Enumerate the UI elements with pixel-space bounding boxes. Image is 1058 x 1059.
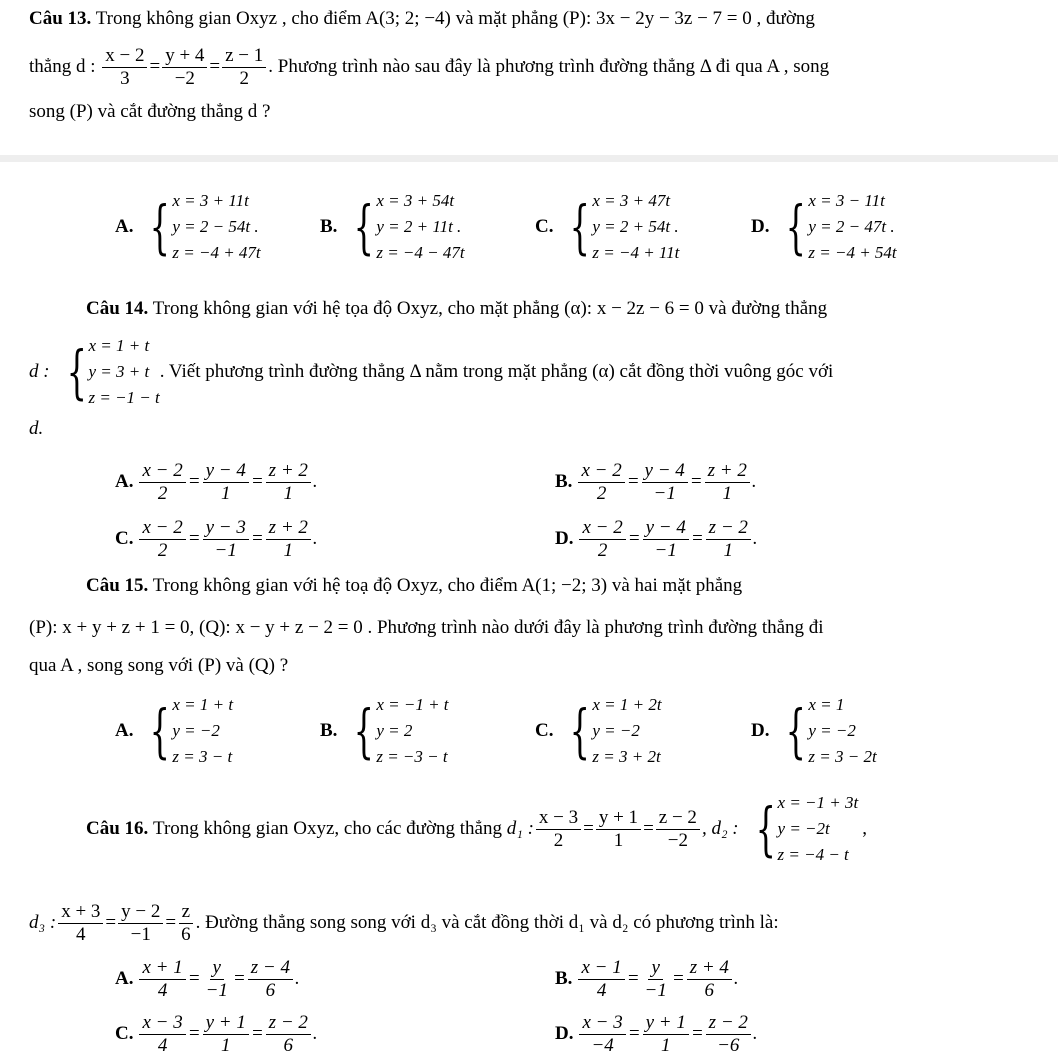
fraction: [203, 518, 249, 561]
frac-num: x − 2: [102, 46, 147, 68]
fraction: [706, 1013, 751, 1056]
equation-system: [133, 188, 260, 266]
frac-num: z + 2: [705, 461, 750, 483]
q16-line1: [86, 790, 867, 868]
frac-num: x − 2: [579, 518, 625, 540]
fraction: [687, 958, 732, 1001]
fraction: [266, 461, 311, 504]
frac-den: 1: [283, 482, 294, 504]
frac-num: z + 2: [266, 461, 311, 483]
brace: {: [354, 193, 375, 261]
fraction: [139, 1013, 185, 1056]
brace: {: [570, 697, 591, 765]
system-row: y = 2 − 47t .: [808, 217, 895, 236]
system-row: z = −4 − 47t: [376, 243, 465, 262]
equals-sign: =: [627, 528, 641, 550]
frac-num: x − 3: [536, 808, 581, 830]
option-label: A.: [115, 216, 134, 237]
frac-den: 6: [181, 923, 191, 945]
fraction: [706, 518, 751, 561]
frac-den: 6: [283, 1034, 294, 1056]
system-row: x = 3 − 11t: [808, 191, 885, 210]
equals-sign: =: [187, 528, 201, 550]
system-row: z = −4 + 54t: [808, 243, 897, 262]
system-row: z = −3 − t: [376, 747, 448, 766]
option-label: C.: [535, 720, 554, 741]
period: .: [733, 968, 739, 990]
frac-num: x − 3: [139, 1013, 185, 1035]
system-row: x = 1 + t: [88, 336, 150, 355]
q16-d1-label: d₁ :: [506, 818, 534, 839]
system-row: y = 2 + 54t .: [592, 217, 679, 236]
system-row: x = 1: [808, 695, 845, 714]
equation-system: [133, 692, 233, 770]
frac-num: x − 2: [139, 461, 185, 483]
option-d[interactable]: [751, 188, 897, 266]
option-label: D.: [555, 1023, 574, 1045]
period: .: [752, 528, 758, 550]
frac-den: 1: [722, 482, 732, 504]
equals-sign: =: [250, 528, 264, 550]
frac-den: 2: [553, 829, 564, 851]
frac-den: 2: [239, 67, 249, 89]
system-row: x = 1 + 2t: [592, 695, 662, 714]
option-c[interactable]: [535, 188, 679, 266]
equation-system: [337, 692, 448, 770]
option-label: A.: [115, 720, 134, 741]
fraction: [578, 958, 624, 1001]
brace: {: [354, 697, 375, 765]
frac-den: 1: [220, 482, 231, 504]
frac-num: y + 1: [596, 808, 641, 830]
equals-sign: =: [690, 528, 704, 550]
fraction: [266, 1013, 311, 1056]
system-row: y = −2t: [777, 819, 830, 838]
frac-num: x − 3: [579, 1013, 625, 1035]
frac-num: z − 1: [222, 46, 266, 68]
equals-sign: =: [187, 471, 201, 493]
system-row: y = 3 + t: [88, 362, 150, 381]
equals-sign: =: [671, 968, 685, 990]
system-row: z = −4 − t: [777, 845, 849, 864]
option-label: C.: [115, 1023, 134, 1045]
q16-d2-label: , d₂ :: [701, 818, 739, 839]
fraction: [536, 808, 581, 851]
frac-num: y − 4: [643, 518, 689, 540]
equation-system: [553, 188, 679, 266]
q16-text1: Trong không gian Oxyz, cho các đường thẳng: [153, 818, 502, 839]
frac-num: y + 1: [643, 1013, 689, 1035]
q13-text2a: thẳng d :: [29, 55, 96, 77]
brace: {: [786, 697, 807, 765]
frac-den: 4: [157, 1034, 168, 1056]
fraction: [643, 1013, 689, 1056]
fraction: [643, 518, 689, 561]
option-b[interactable]: [555, 958, 739, 1001]
frac-den: 1: [283, 539, 294, 561]
option-a[interactable]: [115, 461, 318, 504]
system-row: x = 3 + 47t: [592, 191, 671, 210]
frac-num: y + 4: [162, 46, 207, 68]
fraction: [118, 902, 163, 945]
frac-den: −4: [591, 1034, 614, 1056]
equals-sign: =: [643, 818, 654, 839]
option-label: B.: [555, 968, 573, 990]
q16-d2-system: [739, 790, 859, 868]
q16-line2: [29, 902, 779, 945]
fraction: [203, 958, 231, 1001]
q14-text1: Trong không gian với hệ tọa độ Oxyz, cho mặt phẳng (α): x − 2z − 6 = 0 và đường thẳng: [152, 298, 828, 319]
q14-label: Câu 14.: [86, 298, 149, 319]
frac-den: −1: [644, 979, 667, 1001]
option-label: A.: [115, 968, 134, 990]
equals-sign: =: [627, 1023, 641, 1045]
option-c[interactable]: [115, 518, 318, 561]
equals-sign: =: [187, 1023, 201, 1045]
frac-den: 4: [157, 979, 168, 1001]
frac-den: 3: [120, 67, 130, 89]
equals-sign: =: [626, 968, 640, 990]
system-row: z = 3 + 2t: [592, 747, 661, 766]
frac-den: 6: [704, 979, 715, 1001]
frac-den: −1: [205, 979, 228, 1001]
separator-band: [0, 155, 1058, 162]
frac-num: x − 2: [139, 518, 185, 540]
equals-sign: =: [250, 1023, 264, 1045]
frac-den: 1: [613, 829, 624, 851]
system-row: y = 2 − 54t .: [172, 217, 259, 236]
fraction: [248, 958, 293, 1001]
frac-num: y + 1: [203, 1013, 249, 1035]
q13-frac-z: [222, 46, 266, 89]
frac-den: 1: [220, 1034, 231, 1056]
q16-d1-fractions: [534, 808, 702, 851]
frac-num: z − 2: [266, 1013, 311, 1035]
q14-text2: . Viết phương trình đường thẳng Δ nằm trong mặt phẳng (α) cắt đồng thời vuông góc với: [159, 361, 834, 382]
fraction: [579, 518, 625, 561]
frac-den: −1: [214, 539, 237, 561]
equals-sign: =: [187, 968, 201, 990]
q15-text1: Trong không gian với hệ toạ độ Oxyz, cho điểm A(1; −2; 3) và hai mặt phẳng: [152, 575, 743, 596]
option-label: B.: [320, 216, 338, 237]
option-d[interactable]: [555, 518, 758, 561]
system-row: y = −2: [808, 721, 856, 740]
equation-system: [769, 692, 876, 770]
frac-den: −6: [717, 1034, 740, 1056]
frac-den: 2: [597, 539, 608, 561]
q13-frac-y: [162, 46, 207, 89]
frac-den: 1: [723, 539, 734, 561]
system-row: x = 1 + t: [172, 695, 234, 714]
fraction: [139, 461, 185, 504]
frac-den: −1: [654, 539, 677, 561]
option-d[interactable]: [555, 1013, 758, 1056]
q15-line1: [86, 575, 742, 597]
fraction: [203, 461, 249, 504]
brace: {: [150, 697, 171, 765]
period: .: [312, 1023, 318, 1045]
option-label: A.: [115, 471, 134, 493]
equals-sign: =: [232, 968, 246, 990]
fraction: [58, 902, 103, 945]
frac-den: 1: [660, 1034, 671, 1056]
q15-text3: qua A , song song với (P) và (Q) ?: [29, 655, 289, 676]
frac-num: z − 4: [248, 958, 293, 980]
frac-num: y: [210, 958, 224, 980]
system-row: x = 3 + 54t: [376, 191, 455, 210]
equals-sign: =: [250, 471, 264, 493]
equals-sign: =: [165, 912, 177, 934]
equation-system: [337, 188, 464, 266]
frac-num: y − 4: [642, 461, 688, 483]
period: .: [294, 968, 300, 990]
frac-den: 6: [265, 979, 276, 1001]
brace: {: [786, 193, 807, 261]
frac-den: −2: [174, 67, 195, 89]
option-a[interactable]: [115, 958, 300, 1001]
equals-sign: =: [626, 471, 640, 493]
q15-label: Câu 15.: [86, 575, 149, 596]
option-label: D.: [555, 528, 574, 550]
frac-den: 4: [596, 979, 607, 1001]
option-label: C.: [535, 216, 554, 237]
fraction: [203, 1013, 249, 1056]
system-row: z = −4 + 47t: [172, 243, 261, 262]
frac-den: −2: [667, 829, 688, 851]
frac-num: z + 4: [687, 958, 732, 980]
option-d[interactable]: [751, 692, 877, 770]
option-a[interactable]: [115, 188, 261, 266]
option-c[interactable]: [535, 692, 662, 770]
system-row: z = 3 − t: [172, 747, 233, 766]
option-label: B.: [320, 720, 338, 741]
q16-d3-label: d₃ :: [29, 912, 57, 934]
q16-label: Câu 16.: [86, 818, 149, 839]
q13-frac-x: [102, 46, 147, 89]
equals-sign: =: [105, 912, 117, 934]
q13-label: Câu 13.: [29, 8, 92, 29]
q16-d3-fractions: [56, 902, 195, 945]
fraction: [578, 461, 624, 504]
q14-d-system: [50, 333, 160, 411]
period: .: [751, 471, 757, 493]
q16-comma: ,: [862, 818, 867, 839]
fraction: [579, 1013, 625, 1056]
q14-text3: d.: [29, 418, 44, 439]
q13-text1: Trong không gian Oxyz , cho điểm A(3; 2; −4) và mặt phẳng (P): 3x − 2y − 3z − 7 = 0 , đường: [95, 8, 815, 29]
frac-num: x − 1: [578, 958, 624, 980]
system-row: x = 3 + 11t: [172, 191, 249, 210]
frac-den: 4: [76, 923, 86, 945]
frac-num: y: [648, 958, 662, 980]
q14-d-label: d :: [29, 361, 50, 382]
equals-sign: =: [689, 471, 703, 493]
option-c[interactable]: [115, 1013, 318, 1056]
fraction: [705, 461, 750, 504]
system-row: y = 2: [376, 721, 413, 740]
q13-line3: song (P) và cắt đường thẳng d ?: [29, 101, 271, 122]
fraction: [266, 518, 311, 561]
fraction: [642, 958, 670, 1001]
system-row: y = −2: [592, 721, 640, 740]
fraction: [656, 808, 700, 851]
frac-num: z − 2: [706, 518, 751, 540]
period: .: [312, 528, 318, 550]
period: .: [312, 471, 318, 493]
option-label: B.: [555, 471, 573, 493]
frac-den: 2: [157, 482, 168, 504]
frac-num: z + 2: [266, 518, 311, 540]
q13-text2b: . Phương trình nào sau đây là phương trình đường thẳng Δ đi qua A , song: [268, 55, 830, 77]
fraction: [139, 518, 185, 561]
frac-num: y − 3: [203, 518, 249, 540]
fraction: [642, 461, 688, 504]
system-row: y = 2 + 11t .: [376, 217, 462, 236]
frac-den: 2: [596, 482, 607, 504]
brace: {: [570, 193, 591, 261]
fraction: [139, 958, 185, 1001]
brace: {: [755, 795, 776, 863]
frac-num: z: [179, 902, 193, 924]
q16-text2: . Đường thẳng song song với d₃ và cắt đồng thời d₁ và d₂ có phương trình là:: [195, 912, 779, 934]
option-b[interactable]: [320, 692, 449, 770]
option-label: C.: [115, 528, 134, 550]
system-row: x = −1 + t: [376, 695, 449, 714]
q14-line1: [86, 298, 827, 320]
frac-num: y − 2: [118, 902, 163, 924]
frac-num: x − 2: [578, 461, 624, 483]
q14-line2: [29, 333, 833, 411]
system-row: z = 3 − 2t: [808, 747, 877, 766]
frac-num: x + 3: [58, 902, 103, 924]
brace: {: [66, 338, 87, 406]
system-row: z = −4 + 11t: [592, 243, 680, 262]
option-a[interactable]: [115, 692, 233, 770]
option-b[interactable]: [555, 461, 757, 504]
period: .: [752, 1023, 758, 1045]
frac-den: −1: [653, 482, 676, 504]
frac-den: 2: [157, 539, 168, 561]
option-label: D.: [751, 216, 770, 237]
frac-num: y − 4: [203, 461, 249, 483]
option-label: D.: [751, 720, 770, 741]
q15-text2: (P): x + y + z + 1 = 0, (Q): x − y + z − 2 = 0 . Phương trình nào dưới đây là phương trình đường thẳng đi: [29, 617, 824, 638]
frac-num: x + 1: [139, 958, 185, 980]
equals-sign: =: [583, 818, 594, 839]
system-row: x = −1 + 3t: [777, 793, 859, 812]
equation-system: [553, 692, 661, 770]
frac-num: z − 2: [656, 808, 700, 830]
option-b[interactable]: [320, 188, 465, 266]
system-row: z = −1 − t: [88, 388, 160, 407]
fraction: [596, 808, 641, 851]
fraction: [178, 902, 194, 945]
frac-num: z − 2: [706, 1013, 751, 1035]
q13-line2: thẳng d : $\frac{x - 2}{3}$ = $\frac{y + 4}{-2}$ = $\frac{z - 1}{2}$ . Phương trình nào sau đây là phương trình đường thẳng Δ đi qua A , song: [29, 45, 830, 89]
equals-sign: =: [690, 1023, 704, 1045]
system-row: y = −2: [172, 721, 220, 740]
brace: {: [150, 193, 171, 261]
q13-line1: [29, 8, 815, 30]
equation-system: [769, 188, 896, 266]
frac-den: −1: [130, 923, 151, 945]
